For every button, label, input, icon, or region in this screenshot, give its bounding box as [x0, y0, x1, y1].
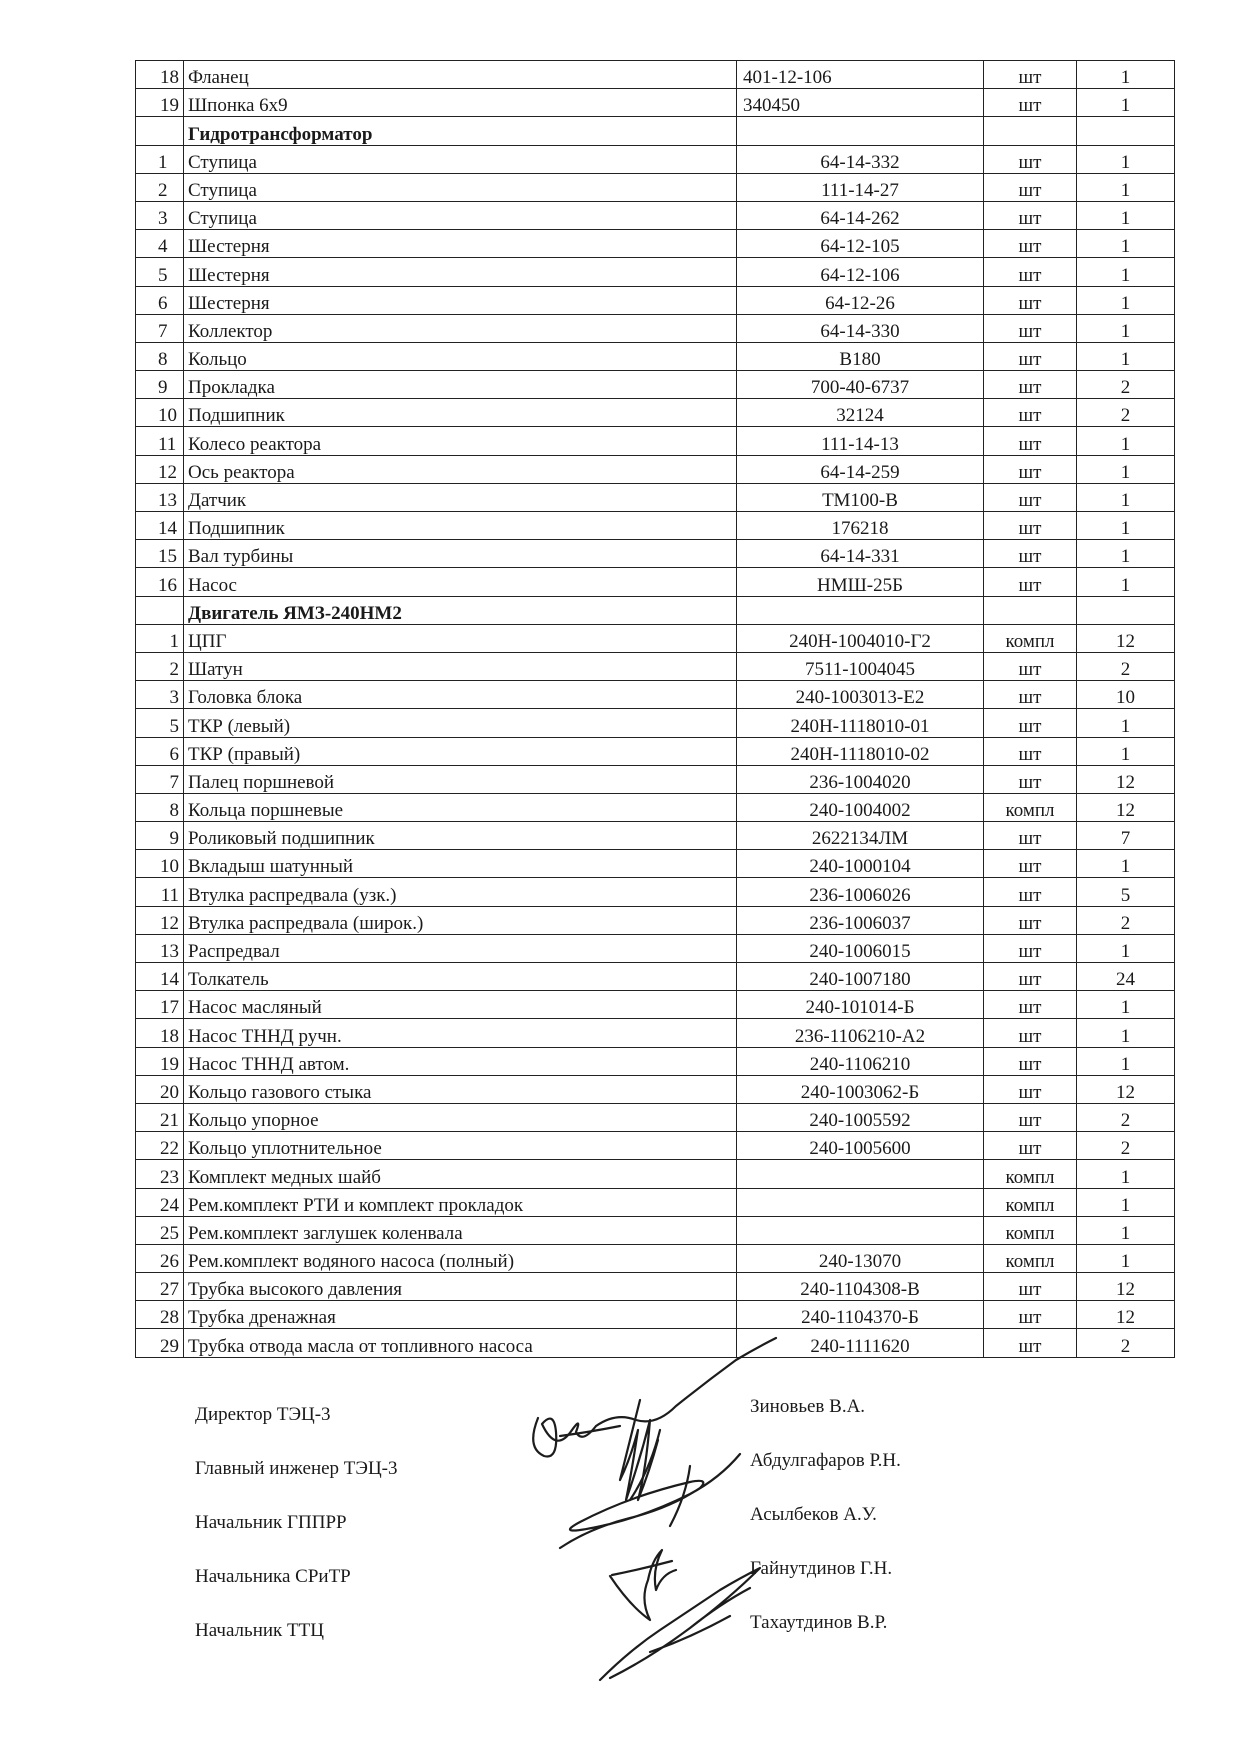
cell-num: 1: [136, 624, 184, 652]
table-row: [136, 89, 1175, 117]
table-row: [136, 878, 1175, 906]
cell-code: 240-1104308-В: [737, 1273, 984, 1301]
cell-code: 240Н-1118010-02: [737, 737, 984, 765]
cell-qty: 1: [1077, 1216, 1175, 1244]
cell-name: Шпонка 6х9: [184, 89, 737, 117]
cell-name: Трубка дренажная: [184, 1301, 737, 1329]
cell-name: Шестерня: [184, 258, 737, 286]
cell-qty: 2: [1077, 906, 1175, 934]
cell-name: Шестерня: [184, 230, 737, 258]
signatory-title: Директор ТЭЦ-3: [195, 1404, 331, 1425]
cell-num: 3: [136, 681, 184, 709]
cell-code: 240-101014-Б: [737, 991, 984, 1019]
cell-name: Втулка распредвала (узк.): [184, 878, 737, 906]
cell-num: 19: [136, 1047, 184, 1075]
cell-qty: 1: [1077, 991, 1175, 1019]
cell-name: Кольцо упорное: [184, 1103, 737, 1131]
cell-name: Распредвал: [184, 934, 737, 962]
cell-name: Вал турбины: [184, 540, 737, 568]
cell-unit: шт: [984, 765, 1077, 793]
cell-name: Ступица: [184, 145, 737, 173]
signatory-title: Начальника СРиТР: [195, 1566, 351, 1587]
table-row: [136, 427, 1175, 455]
cell-code: [737, 596, 984, 624]
cell-name: Палец поршневой: [184, 765, 737, 793]
section-title: Двигатель ЯМЗ-240НМ2: [184, 596, 737, 624]
cell-code: 240-1111620: [737, 1329, 984, 1357]
cell-name: Головка блока: [184, 681, 737, 709]
table-row: [136, 850, 1175, 878]
cell-code: 236-1006026: [737, 878, 984, 906]
cell-num: 9: [136, 822, 184, 850]
table-row: [136, 145, 1175, 173]
table-row: [136, 1160, 1175, 1188]
signatory-name: Абдулгафаров Р.Н.: [750, 1450, 901, 1471]
cell-num: 2: [136, 173, 184, 201]
cell-unit: шт: [984, 61, 1077, 89]
cell-unit: шт: [984, 1019, 1077, 1047]
cell-name: Подшипник: [184, 399, 737, 427]
cell-num: 24: [136, 1188, 184, 1216]
cell-qty: [1077, 596, 1175, 624]
cell-unit: компл: [984, 1216, 1077, 1244]
cell-qty: 1: [1077, 483, 1175, 511]
table-row: [136, 342, 1175, 370]
table-row: [136, 1301, 1175, 1329]
section-row: [136, 596, 1175, 624]
cell-unit: шт: [984, 230, 1077, 258]
cell-code: 240-1003062-Б: [737, 1075, 984, 1103]
cell-name: Датчик: [184, 483, 737, 511]
cell-code: 64-12-105: [737, 230, 984, 258]
table-row: [136, 793, 1175, 821]
cell-qty: 1: [1077, 230, 1175, 258]
cell-qty: 1: [1077, 1019, 1175, 1047]
cell-code: 240-1004002: [737, 793, 984, 821]
cell-unit: шт: [984, 258, 1077, 286]
cell-qty: 10: [1077, 681, 1175, 709]
cell-num: 27: [136, 1273, 184, 1301]
cell-qty: 1: [1077, 512, 1175, 540]
cell-unit: шт: [984, 342, 1077, 370]
cell-code: 176218: [737, 512, 984, 540]
cell-num: 1: [136, 145, 184, 173]
cell-unit: шт: [984, 89, 1077, 117]
table-row: [136, 991, 1175, 1019]
cell-name: Насос масляный: [184, 991, 737, 1019]
cell-unit: шт: [984, 822, 1077, 850]
cell-unit: шт: [984, 427, 1077, 455]
table-row: [136, 455, 1175, 483]
cell-qty: 1: [1077, 934, 1175, 962]
table-row: [136, 963, 1175, 991]
cell-code: НМШ-25Б: [737, 568, 984, 596]
cell-code: 64-14-332: [737, 145, 984, 173]
cell-code: В180: [737, 342, 984, 370]
table-row: [136, 1047, 1175, 1075]
cell-qty: 12: [1077, 793, 1175, 821]
cell-unit: [984, 596, 1077, 624]
cell-name: ЦПГ: [184, 624, 737, 652]
cell-code: 240-1007180: [737, 963, 984, 991]
cell-qty: 1: [1077, 258, 1175, 286]
cell-code: 236-1006037: [737, 906, 984, 934]
cell-unit: шт: [984, 850, 1077, 878]
cell-num: 10: [136, 850, 184, 878]
table-row: [136, 765, 1175, 793]
cell-num: 12: [136, 906, 184, 934]
cell-code: [737, 117, 984, 145]
table-row: [136, 709, 1175, 737]
cell-code: 2622134ЛМ: [737, 822, 984, 850]
cell-code: 700-40-6737: [737, 371, 984, 399]
signatory-title: Главный инженер ТЭЦ-3: [195, 1458, 398, 1479]
cell-unit: компл: [984, 793, 1077, 821]
cell-unit: шт: [984, 737, 1077, 765]
cell-qty: 5: [1077, 878, 1175, 906]
table-row: [136, 61, 1175, 89]
cell-qty: 2: [1077, 1329, 1175, 1357]
cell-name: Рем.комплект РТИ и комплект прокладок: [184, 1188, 737, 1216]
cell-qty: 2: [1077, 1103, 1175, 1131]
cell-num: [136, 117, 184, 145]
cell-unit: шт: [984, 1273, 1077, 1301]
table-row: [136, 286, 1175, 314]
cell-unit: шт: [984, 201, 1077, 229]
cell-name: ТКР (левый): [184, 709, 737, 737]
cell-name: Трубка отвода масла от топливного насоса: [184, 1329, 737, 1357]
cell-code: 240-1005592: [737, 1103, 984, 1131]
cell-qty: 1: [1077, 61, 1175, 89]
cell-num: 8: [136, 793, 184, 821]
signatory-name: Асылбеков А.У.: [750, 1504, 877, 1525]
cell-num: 17: [136, 991, 184, 1019]
cell-qty: 1: [1077, 1047, 1175, 1075]
cell-name: Насос ТННД ручн.: [184, 1019, 737, 1047]
cell-qty: 12: [1077, 1301, 1175, 1329]
cell-name: Трубка высокого давления: [184, 1273, 737, 1301]
cell-code: 240-1104370-Б: [737, 1301, 984, 1329]
cell-code: 64-14-262: [737, 201, 984, 229]
cell-unit: [984, 117, 1077, 145]
cell-num: 19: [136, 89, 184, 117]
cell-code: 64-14-330: [737, 314, 984, 342]
cell-code: 240-1106210: [737, 1047, 984, 1075]
parts-table: [135, 60, 1175, 1358]
cell-unit: компл: [984, 1244, 1077, 1272]
cell-num: 13: [136, 934, 184, 962]
cell-name: Кольцо газового стыка: [184, 1075, 737, 1103]
table-row: [136, 173, 1175, 201]
cell-num: 7: [136, 765, 184, 793]
cell-code: [737, 1160, 984, 1188]
table-row: [136, 1075, 1175, 1103]
cell-name: Ступица: [184, 201, 737, 229]
cell-code: 7511-1004045: [737, 652, 984, 680]
cell-num: 6: [136, 286, 184, 314]
table-row: [136, 652, 1175, 680]
cell-qty: 1: [1077, 173, 1175, 201]
cell-name: Кольца поршневые: [184, 793, 737, 821]
cell-qty: 12: [1077, 624, 1175, 652]
cell-unit: шт: [984, 145, 1077, 173]
table-row: [136, 201, 1175, 229]
cell-code: 240-1000104: [737, 850, 984, 878]
table-row: [136, 540, 1175, 568]
section-title: Гидротрансформатор: [184, 117, 737, 145]
cell-code: 340450: [737, 89, 984, 117]
cell-unit: шт: [984, 652, 1077, 680]
cell-num: 2: [136, 652, 184, 680]
table-row: [136, 1132, 1175, 1160]
table-row: [136, 737, 1175, 765]
cell-code: 236-1004020: [737, 765, 984, 793]
cell-name: Коллектор: [184, 314, 737, 342]
cell-num: 21: [136, 1103, 184, 1131]
cell-code: 240Н-1004010-Г2: [737, 624, 984, 652]
cell-unit: шт: [984, 1075, 1077, 1103]
cell-unit: компл: [984, 1160, 1077, 1188]
cell-code: ТМ100-В: [737, 483, 984, 511]
cell-name: Толкатель: [184, 963, 737, 991]
cell-name: Комплект медных шайб: [184, 1160, 737, 1188]
cell-qty: 1: [1077, 314, 1175, 342]
cell-unit: шт: [984, 483, 1077, 511]
table-row: [136, 1216, 1175, 1244]
cell-code: [737, 1216, 984, 1244]
cell-num: 22: [136, 1132, 184, 1160]
cell-unit: шт: [984, 1047, 1077, 1075]
cell-num: 5: [136, 709, 184, 737]
cell-num: 6: [136, 737, 184, 765]
cell-num: 16: [136, 568, 184, 596]
cell-num: 29: [136, 1329, 184, 1357]
cell-code: 64-14-331: [737, 540, 984, 568]
cell-unit: шт: [984, 371, 1077, 399]
cell-qty: 1: [1077, 1188, 1175, 1216]
cell-name: Кольцо уплотнительное: [184, 1132, 737, 1160]
cell-num: 20: [136, 1075, 184, 1103]
table-row: [136, 230, 1175, 258]
cell-qty: 1: [1077, 342, 1175, 370]
cell-qty: 1: [1077, 427, 1175, 455]
cell-unit: шт: [984, 314, 1077, 342]
cell-num: 8: [136, 342, 184, 370]
cell-name: Колесо реактора: [184, 427, 737, 455]
cell-code: [737, 1188, 984, 1216]
cell-code: 240-1003013-Е2: [737, 681, 984, 709]
cell-qty: 1: [1077, 1160, 1175, 1188]
cell-num: 7: [136, 314, 184, 342]
cell-qty: [1077, 117, 1175, 145]
cell-qty: 2: [1077, 1132, 1175, 1160]
cell-qty: 1: [1077, 286, 1175, 314]
table-row: [136, 258, 1175, 286]
cell-unit: шт: [984, 455, 1077, 483]
cell-unit: шт: [984, 540, 1077, 568]
cell-qty: 12: [1077, 1075, 1175, 1103]
cell-num: 14: [136, 963, 184, 991]
cell-code: 111-14-27: [737, 173, 984, 201]
signature-sritr: [610, 1550, 676, 1620]
cell-name: Кольцо: [184, 342, 737, 370]
cell-unit: шт: [984, 1329, 1077, 1357]
cell-unit: шт: [984, 709, 1077, 737]
table-row: [136, 1329, 1175, 1357]
signatory-name: Зиновьев В.А.: [750, 1396, 866, 1417]
signatory-title: Начальник ГППРР: [195, 1512, 347, 1533]
cell-qty: 1: [1077, 201, 1175, 229]
cell-num: 13: [136, 483, 184, 511]
table-row: [136, 399, 1175, 427]
cell-unit: шт: [984, 173, 1077, 201]
table-row: [136, 1244, 1175, 1272]
cell-qty: 2: [1077, 652, 1175, 680]
table-row: [136, 934, 1175, 962]
cell-qty: 1: [1077, 1244, 1175, 1272]
cell-unit: шт: [984, 878, 1077, 906]
table-row: [136, 483, 1175, 511]
table-row: [136, 1103, 1175, 1131]
cell-name: Подшипник: [184, 512, 737, 540]
cell-unit: шт: [984, 906, 1077, 934]
parts-table-body: [136, 61, 1175, 1358]
cell-unit: шт: [984, 991, 1077, 1019]
signatory-name: Гайнутдинов Г.Н.: [750, 1558, 893, 1579]
cell-name: Шатун: [184, 652, 737, 680]
cell-unit: шт: [984, 1103, 1077, 1131]
table-row: [136, 1019, 1175, 1047]
cell-num: 12: [136, 455, 184, 483]
cell-unit: шт: [984, 681, 1077, 709]
cell-num: [136, 596, 184, 624]
cell-num: 18: [136, 61, 184, 89]
cell-qty: 1: [1077, 145, 1175, 173]
cell-name: Втулка распредвала (широк.): [184, 906, 737, 934]
table-row: [136, 822, 1175, 850]
cell-unit: шт: [984, 963, 1077, 991]
cell-code: 240-1005600: [737, 1132, 984, 1160]
signature-ttc: [600, 1568, 760, 1680]
cell-qty: 1: [1077, 737, 1175, 765]
cell-qty: 1: [1077, 89, 1175, 117]
cell-code: 240-1006015: [737, 934, 984, 962]
cell-num: 11: [136, 878, 184, 906]
cell-num: 9: [136, 371, 184, 399]
signature-gpprr: [560, 1454, 740, 1548]
cell-unit: шт: [984, 1301, 1077, 1329]
cell-name: Ось реактора: [184, 455, 737, 483]
cell-qty: 2: [1077, 371, 1175, 399]
cell-name: Фланец: [184, 61, 737, 89]
cell-code: 401-12-106: [737, 61, 984, 89]
table-row: [136, 371, 1175, 399]
table-row: [136, 1188, 1175, 1216]
cell-code: 240Н-1118010-01: [737, 709, 984, 737]
cell-name: ТКР (правый): [184, 737, 737, 765]
signatory-name: Тахаутдинов В.Р.: [750, 1612, 888, 1633]
cell-qty: 1: [1077, 709, 1175, 737]
cell-num: 18: [136, 1019, 184, 1047]
cell-num: 5: [136, 258, 184, 286]
cell-qty: 1: [1077, 455, 1175, 483]
cell-code: 64-14-259: [737, 455, 984, 483]
cell-num: 25: [136, 1216, 184, 1244]
cell-qty: 12: [1077, 1273, 1175, 1301]
table-row: [136, 1273, 1175, 1301]
table-row: [136, 512, 1175, 540]
cell-num: 15: [136, 540, 184, 568]
table-row: [136, 906, 1175, 934]
cell-qty: 24: [1077, 963, 1175, 991]
cell-name: Шестерня: [184, 286, 737, 314]
cell-num: 11: [136, 427, 184, 455]
cell-name: Насос ТННД автом.: [184, 1047, 737, 1075]
cell-qty: 1: [1077, 568, 1175, 596]
cell-name: Рем.комплект водяного насоса (полный): [184, 1244, 737, 1272]
signature-chief-engineer: [620, 1400, 658, 1500]
cell-code: 32124: [737, 399, 984, 427]
cell-unit: шт: [984, 1132, 1077, 1160]
table-row: [136, 624, 1175, 652]
cell-qty: 7: [1077, 822, 1175, 850]
cell-unit: шт: [984, 286, 1077, 314]
cell-num: 14: [136, 512, 184, 540]
cell-unit: компл: [984, 624, 1077, 652]
cell-code: 64-12-26: [737, 286, 984, 314]
table-row: [136, 568, 1175, 596]
cell-qty: 1: [1077, 540, 1175, 568]
cell-num: 4: [136, 230, 184, 258]
section-row: [136, 117, 1175, 145]
cell-name: Ступица: [184, 173, 737, 201]
cell-name: Насос: [184, 568, 737, 596]
cell-unit: шт: [984, 568, 1077, 596]
table-row: [136, 681, 1175, 709]
cell-unit: шт: [984, 512, 1077, 540]
cell-code: 111-14-13: [737, 427, 984, 455]
cell-qty: 2: [1077, 399, 1175, 427]
signatory-title: Начальник ТТЦ: [195, 1620, 324, 1641]
table-row: [136, 314, 1175, 342]
cell-qty: 12: [1077, 765, 1175, 793]
cell-code: 64-12-106: [737, 258, 984, 286]
cell-unit: шт: [984, 399, 1077, 427]
cell-num: 3: [136, 201, 184, 229]
cell-code: 236-1106210-А2: [737, 1019, 984, 1047]
cell-num: 23: [136, 1160, 184, 1188]
cell-unit: шт: [984, 934, 1077, 962]
cell-name: Рем.комплект заглушек коленвала: [184, 1216, 737, 1244]
cell-num: 10: [136, 399, 184, 427]
cell-code: 240-13070: [737, 1244, 984, 1272]
cell-name: Вкладыш шатунный: [184, 850, 737, 878]
cell-num: 26: [136, 1244, 184, 1272]
cell-unit: компл: [984, 1188, 1077, 1216]
cell-num: 28: [136, 1301, 184, 1329]
cell-name: Роликовый подшипник: [184, 822, 737, 850]
cell-name: Прокладка: [184, 371, 737, 399]
cell-qty: 1: [1077, 850, 1175, 878]
